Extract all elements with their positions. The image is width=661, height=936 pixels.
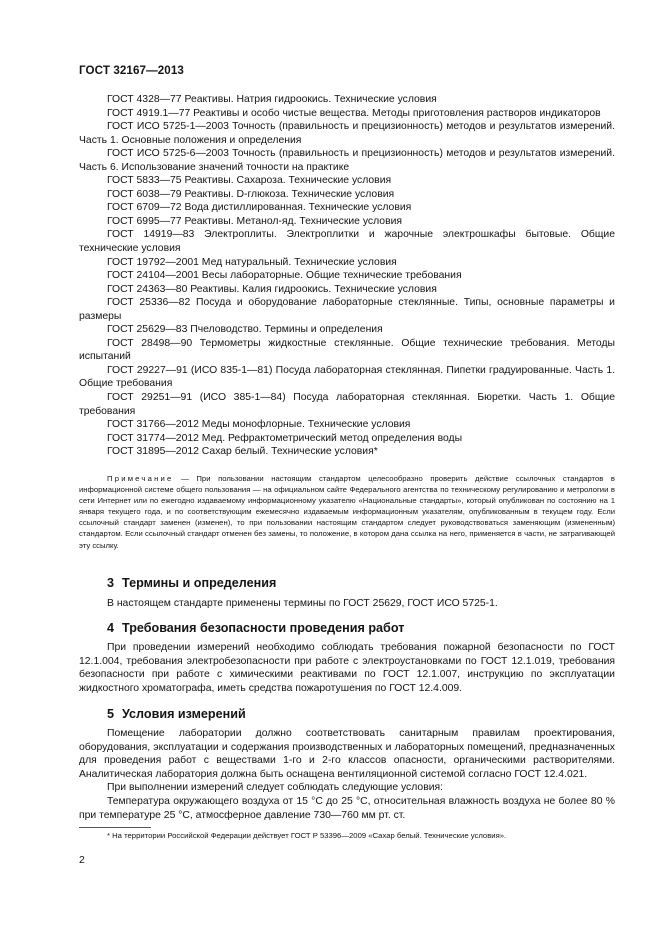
reference-item: ГОСТ 19792—2001 Мед натуральный. Технические условия [107,256,397,268]
section-5-heading [107,707,246,721]
reference-item: ГОСТ ИСО 5725-6—2003 Точность (правильность и прецизионность) методов и результатов измерений. Часть 6. Использование значений точности на практике [79,148,615,173]
normative-references-list [79,93,615,459]
reference-item: ГОСТ 5833—75 Реактивы. Сахароза. Технические условия [107,175,392,187]
note-label: Примечание [107,474,174,483]
references-note [79,473,615,551]
note-text: — При пользовании настоящим стандартом целесообразно проверить действие ссылочных стандартов в информационной системе общего пользования — на официальном сайте Федерального агентства по техническому регулированию и метрологии в сети Интернет или по ежегодно издаваемому информационному указателю «Национальные стандарты», который опубликован по состоянию на 1 января текущего года, и по соответствующим ежемесячно издаваемым информационным указателям, опубликованным в текущем году. Если ссылочный стандарт заменен (изменен), то при пользовании настоящим стандартом следует руководствоваться заменяющим (измененным) стандартом. Если ссылочный стандарт отменен без замены, то положение, в котором дана ссылка на него, применяется в части, не затрагивающей эту ссылку. [79,474,615,550]
footnote: * На территории Российской Федерации действует ГОСТ Р 53396—2009 «Сахар белый. Технические условия». [107,831,507,840]
section-5-title: Условия измерений [122,707,246,721]
reference-item: ГОСТ 25336—82 Посуда и оборудование лабораторные стеклянные. Типы, основные параметры и размеры [79,297,615,322]
document-header: ГОСТ 32167—2013 [79,64,184,77]
section-4-title: Требования безопасности проведения работ [122,621,405,635]
reference-item: ГОСТ 14919—83 Электроплиты. Электроплитки и жарочные электрошкафы бытовые. Общие технические условия [79,229,615,255]
reference-item: ГОСТ 24104—2001 Весы лабораторные. Общие технические требования [107,270,462,282]
footnote-divider [79,827,151,828]
reference-item: ГОСТ 31895—2012 Сахар белый. Технические условия* [107,446,378,458]
reference-item: ГОСТ 31774—2012 Мед. Рефрактометрический метод определения воды [107,432,463,444]
reference-item: ГОСТ 6038—79 Реактивы. D-глюкоза. Технические условия [107,188,395,200]
reference-item: ГОСТ 6709—72 Вода дистиллированная. Технические условия [107,202,412,214]
page-number: 2 [79,855,85,866]
reference-item: ГОСТ 29251—91 (ИСО 385-1—84) Посуда лабораторная стеклянная. Бюретки. Часть 1. Общие требования [79,392,615,417]
reference-item: ГОСТ 6995—77 Реактивы. Метанол-яд. Технические условия [107,215,403,227]
section-3-number: 3 [107,576,115,590]
section-3-text: В настоящем стандарте применены термины по ГОСТ 25629, ГОСТ ИСО 5725-1. [107,598,498,609]
section-5-paragraph-1: Помещение лаборатории должно соответствовать санитарным правилам проектирования, оборудования, эксплуатации и содержания производственных и лабораторных помещений, предназначенных для проведения работ с веществами 1-го и 2-го классов опасности, органическими растворителями. Аналитическая лаборатория должна быть оснащена вентиляционной системой согласно ГОСТ 12.4.021. [79,728,615,780]
section-4-heading [107,621,404,635]
reference-item: ГОСТ ИСО 5725-1—2003 Точность (правильность и прецизионность) методов и результатов измерений. Часть 1. Основные положения и определения [79,121,615,146]
section-4-number: 4 [107,621,115,635]
section-5-paragraph-2: При выполнении измерений следует соблюдать следующие условия: [107,782,444,793]
section-3-title: Термины и определения [122,576,277,590]
reference-item: ГОСТ 29227—91 (ИСО 835-1—81) Посуда лабораторная стеклянная. Пипетки градуированные. Часть 1. Общие требования [79,364,615,390]
section-5-paragraph-3: Температура окружающего воздуха от 15 °С до 25 °С, относительная влажность воздуха не более 80 % при температуре 25 °С, атмосферное давление 730—760 мм рт. ст. [79,796,615,821]
reference-item: ГОСТ 24363—80 Реактивы. Калия гидроокись. Технические условия [107,283,437,295]
reference-item: ГОСТ 4328—77 Реактивы. Натрия гидроокись. Технические условия [107,94,437,105]
section-4-text: При проведении измерений необходимо соблюдать требования пожарной безопасности по ГОСТ 12.1.004, требования электробезопасности при работе с электроустановками по ГОСТ 12.1.019, требования безопасности при работе с химическими реактивами по ГОСТ 12.1.007, инструкцию по эксплуатации жидкостного хроматографа, иметь средства пожаротушения по ГОСТ 12.4.009. [79,642,615,694]
reference-item: ГОСТ 4919.1—77 Реактивы и особо чистые вещества. Методы приготовления растворов индикаторов [107,107,601,119]
section-5-number: 5 [107,707,115,721]
section-3-heading [107,576,276,590]
reference-item: ГОСТ 28498—90 Термометры жидкостные стеклянные. Общие технические требования. Методы испытаний [79,337,615,363]
reference-item: ГОСТ 31766—2012 Меды монофлорные. Технические условия [107,419,411,431]
reference-item: ГОСТ 25629—83 Пчеловодство. Термины и определения [107,324,383,336]
